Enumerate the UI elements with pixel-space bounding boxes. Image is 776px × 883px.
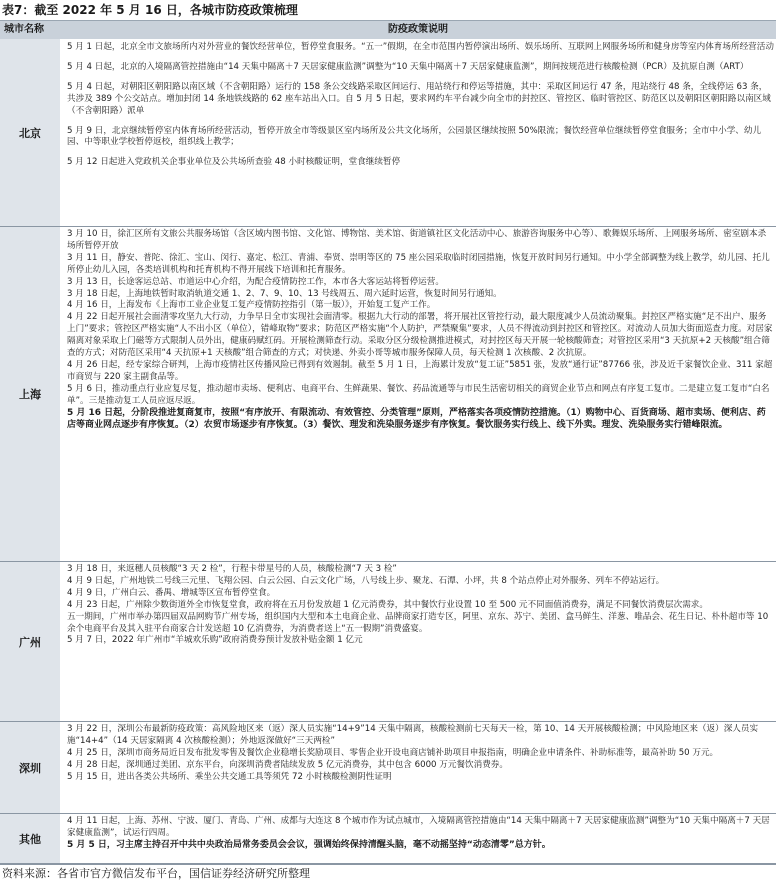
city-name-beijing: 北京 [0, 39, 60, 226]
city-name-shanghai: 上海 [0, 227, 60, 561]
policy-item: 3 月 18 日起，上海地铁暂时取消轨道交通 1、2、7、9、10、13 号线周五、周六延时运营，恢复时间另行通知。 [67, 288, 502, 299]
row-beijing [0, 39, 776, 227]
table-caption: 表7：截至 2022 年 5 月 16 日，各城市防疫政策梳理 [2, 3, 298, 17]
policy-item: 4 月 9 日，广州白云、番禺、增城等区宣布暂停堂食。 [67, 587, 276, 598]
policy-item: 5 月 15 日，进出各类公共场所、乘坐公共交通工具等须凭 72 小时核酸检测阴性证明 [67, 771, 392, 782]
policy-item: 4 月 25 日，深圳市商务局近日发布批发零售及餐饮企业稳增长奖励项目、零售企业开设电商店铺补助项目申报指南，明确企业申请条件、补助标准等，最高补助 50 万元。 [67, 747, 719, 758]
policy-list-shenzhen [60, 722, 776, 813]
policy-item: 五一期间，广州市举办第四届双品网购节广州专场，组织国内大型和本土电商企业、品牌商家打造专区，阿里、京东、苏宁、美团、盒马鲜生、洋葱、唯品会、花生日记、朴朴超市等 10 余个电商平台及其入驻平台商家合计发送超 10 亿消费券，为消费者送上“五一假期”消费盛宴。 [67, 611, 771, 634]
policy-item: 4 月 11 日起，上海、苏州、宁波、厦门、青岛、广州、成都与大连这 8 个城市作为试点城市，入境隔离管控措施由“14 天集中隔离＋7 天居家健康监测”调整为“10 天集中隔离＋7 天居家健康监测”，试运行四周。 [67, 816, 770, 838]
policy-list-beijing [60, 39, 776, 226]
policy-list-others [60, 814, 776, 863]
header-city: 城市名称 [4, 24, 44, 35]
policy-item: 5 月 9 日，北京继续暂停室内体育场所经营活动，暂停开放全市等级景区室内场所及公共文化场所，公园景区继续按照 50%限流；餐饮经营单位继续暂停堂食服务；全市中小学、幼儿园、中等职业学校暂停返校，组织线上教学； [67, 125, 762, 148]
policy-list-guangzhou [60, 562, 776, 721]
policy-item: 3 月 18 日，来返穗人员核酸“3 天 2 检”，行程卡带星号的人员，核酸检测“7 天 3 检” [67, 564, 397, 574]
policy-item: 4 月 23 日起，广州除少数街道外全市恢复堂食，政府将在五月份发放超 1 亿元消费券，其中餐饮行业设置 10 至 500 元不同面值消费券，满足不同餐饮消费层次需求。 [67, 599, 708, 610]
policy-item: 4 月 22 日起开展社会面清零攻坚九大行动，力争早日全市实现社会面清零。根据九大行动的部署，将开展社区管控行动，最大限度减少人员流动聚集。封控区严格实施“足不出户、服务上门”要求；管控区严格实施“人不出小区（单位），错峰取物”要求；防范区严格实施“个人防护，严禁聚集”要求，人员不得流动到封控区和管控区。对流动人员加大街面巡查力度。对居家隔离对象采取上门磁等方式限制人员外出，健康码赋红码。开展检测筛查行动。采取分区分级检测推进模式，对封控区每天开展一轮核酸筛查；对管控区采用“3 天抗原+2 天核酸”组合筛查的方式；对防范区采用“4 天抗原+1 天核酸”组合筛查的方式；对快递、外卖小哥等城市服务保障人员，每天检测 1 次核酸、2 次抗原。 [67, 312, 773, 359]
policy-item: 5 月 12 日起进入党政机关企事业单位及公共场所查验 48 小时核酸证明，堂食继续暂停 [67, 157, 401, 168]
policy-item: 3 月 13 日，长途客运总站、市道运中心介绍，为配合疫情防控工作，本市各大客运站将暂停运营。 [67, 276, 444, 287]
source-note: 资料来源：各省市官方微信发布平台，国信证券经济研究所整理 [0, 864, 776, 883]
header-policy: 防疫政策说明 [388, 24, 448, 35]
policy-item: 5 月 4 日起，对朝阳区朝阳路以南区域（不含朝阳路）运行的 158 条公交线路采取区间运行、甩站绕行和停运等措施，其中：采取区间运行 47 条，甩站绕行 48 条，全线停运 63 条，共涉及 389 个公交站点。增加封闭 14 条地铁线路的 62 座车站出入口。自 5 月 5 日起，要求网约车平台减少向全市的封控区、管控区、临时管控区、防范区以及朝阳区朝阳路以南区域（不含朝阳路）派单 [67, 81, 771, 116]
row-shanghai [0, 227, 776, 562]
row-shenzhen [0, 722, 776, 814]
policy-item: 4 月 9 日起，广州地铁二号线三元里、飞翔公园、白云公园、白云文化广场，八号线上步、聚龙、石潭、小坪，共 8 个站点停止对外服务、列车不停站运行。 [67, 575, 665, 586]
city-name-others: 其他 [0, 814, 60, 863]
row-guangzhou [0, 562, 776, 722]
policy-item: 5 月 1 日起，北京全市文旅场所内对外营业的餐饮经营单位，暂停堂食服务。“五一”假期，在全市范围内暂停演出场所、娱乐场所、互联网上网服务场所和健身房等室内体育场所经营活动 [67, 42, 774, 52]
policy-item: 3 月 11 日，静安、普陀、徐汇、宝山、闵行、嘉定、松江、青浦、奉贤、崇明等区的 75 座公园采取临时闭园措施，恢复开放时间另行通知。中小学全部调整为线上教学，幼儿园、托儿所停止幼儿入园，各类培训机构和托育机构不得开展线下培训和托育服务。 [67, 252, 770, 275]
policy-item: 4 月 26 日起，经专家综合研判，上海市疫情社区传播风险已得到有效遏制。截至 5 月 1 日，上海累计发放“复工证”5851 张，发放“通行证”87766 张，涉及近千家餐饮企业、311 家超市商贸与 220 家主副食品等。 [67, 359, 773, 382]
policy-item: 5 月 6 日，推动重点行业应复尽复，推动超市卖场、便利店、电商平台、生鲜蔬果、餐饮、药品流通等与市民生活密切相关的商贸企业节点和网点有序复工复市。二是建立复工复市“白名单”。三是推动复工人员应返尽返。 [67, 383, 770, 406]
policy-item: 3 月 10 日，徐汇区所有文旅公共服务场馆（含区域内图书馆、文化馆、博物馆、美术馆、街道镇社区文化活动中心、旅游咨询服务中心等）、歌舞娱乐场所、上网服务场所、密室剧本杀场所暂停开放 [67, 229, 767, 251]
policy-item-highlight: 5 月 5 日，习主席主持召开中共中央政治局常务委员会会议，强调始终保持清醒头脑，毫不动摇坚持“动态清零”总方针。 [67, 839, 551, 850]
policy-item: 4 月 28 日起，深圳通过美团、京东平台，向深圳消费者陆续发放 5 亿元消费券，其中包含 6000 万元餐饮消费券。 [67, 759, 508, 770]
policy-item: 3 月 22 日，深圳公布最新防疫政策：高风险地区来（返）深人员实施“14+9”14 天集中隔离，核酸检测前七天每天一检，第 10、14 天开展核酸检测；中风险地区来（返）深人员实施“14+4”（14 天居家隔离 4 次核酸检测）；外地返深做好“三天两检” [67, 724, 759, 746]
policy-item: 5 月 7 日，2022 年广州市“羊城欢乐购”政府消费券预计发放补贴金额 1 亿元 [67, 635, 363, 646]
city-name-guangzhou: 广州 [0, 562, 60, 721]
policy-list-shanghai [60, 227, 776, 561]
policy-item-highlight: 5 月 16 日起，分阶段推进复商复市，按照“有序放开、有限流动、有效管控、分类管理”原则，严格落实各项疫情防控措施。（1）购物中心、百货商场、超市卖场、便利店、药店等商业网点逐步有序恢复。（2）农贸市场逐步有序恢复。（3）餐饮、理发和洗染服务逐步有序恢复。餐饮服务实行线上、线下外卖。理发、洗染服务实行错峰限流。 [67, 407, 766, 430]
policy-item: 5 月 4 日起，北京的入境隔离管控措施由“14 天集中隔离＋7 天居家健康监测”调整为“10 天集中隔离＋7 天居家健康监测”，期间按规范进行核酸检测（PCR）及抗原自测（ART） [67, 61, 749, 72]
city-name-shenzhen: 深圳 [0, 722, 60, 813]
policy-item: 4 月 16 日，上海发布《上海市工业企业复工复产疫情防控指引（第一版）》，开始复工复产工作。 [67, 300, 436, 311]
row-others [0, 814, 776, 864]
table-header [0, 21, 776, 39]
